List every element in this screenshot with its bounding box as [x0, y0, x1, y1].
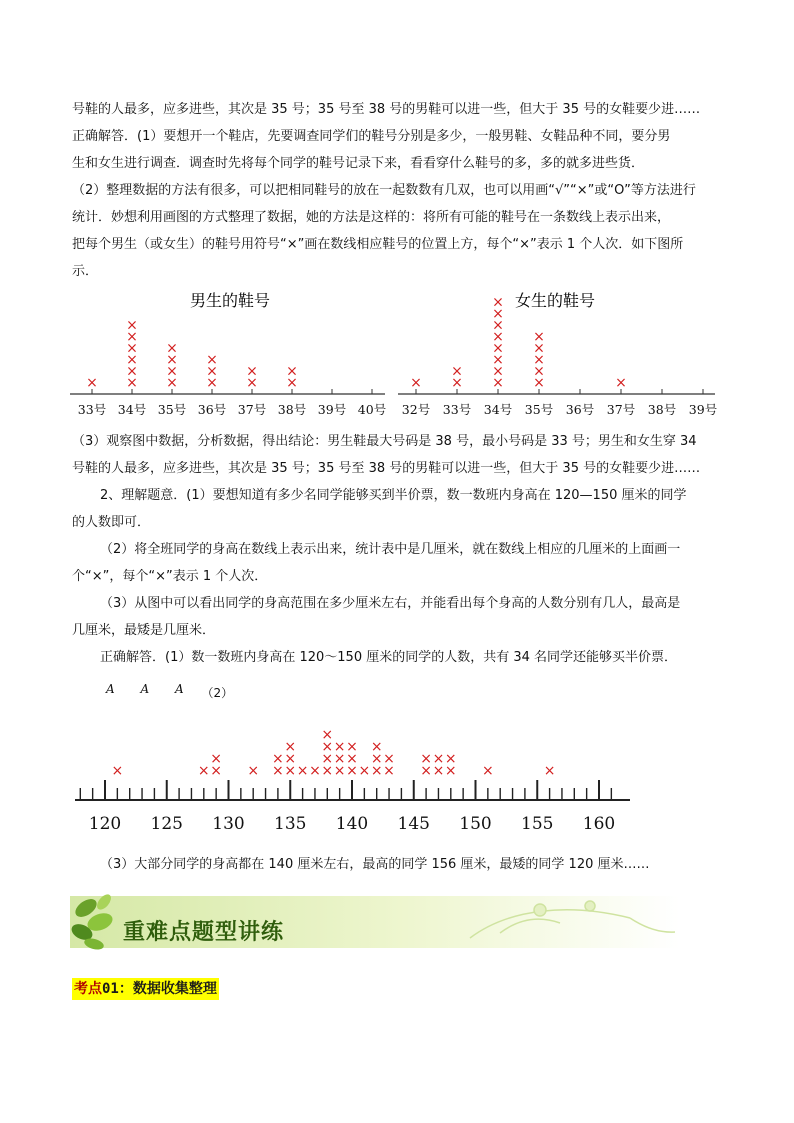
x-mark: × [246, 375, 258, 391]
x-mark: × [126, 329, 138, 345]
boys-tick-label: 40号 [357, 402, 387, 417]
x-mark: × [166, 363, 178, 380]
x-mark: × [432, 751, 445, 767]
boys-tick-label: 37号 [237, 402, 267, 417]
text-line: 2、理解题意．(1）要想知道有多少名同学能够买到半价票，数一数班内身高在 120—150 厘米的同学 [100, 488, 687, 503]
girls-tick-label: 36号 [565, 402, 595, 417]
placeholder-mark: A [106, 682, 115, 696]
text-line: （3）从图中可以看出同学的身高范围在多少厘米左右，并能看出每个身高的人数分别有几人，最高是 [100, 596, 681, 611]
x-mark: × [126, 340, 138, 357]
placeholder-mark: A [175, 682, 184, 696]
x-mark: × [210, 763, 223, 779]
boys-tick-label: 38号 [277, 402, 307, 417]
text-line: （3）大部分同学的身高都在 140 厘米左右，最高的同学 156 厘米，最矮的同学 120 厘米…… [100, 857, 650, 872]
x-mark: × [492, 294, 504, 311]
q2-paragraph [72, 482, 722, 671]
x-mark: × [210, 751, 223, 767]
x-mark: × [492, 363, 504, 380]
text-line: 几厘米，最矮是几厘米． [72, 623, 216, 638]
tick-label: 150 [459, 814, 492, 834]
x-mark: × [492, 329, 504, 345]
x-mark: × [383, 751, 395, 767]
x-mark: × [197, 763, 210, 779]
x-mark: × [321, 751, 334, 767]
x-mark: × [296, 763, 309, 779]
text-line: 号鞋的人最多，应多进些，其次是 35 号；35 号至 38 号的男鞋可以进一些，但大于 35 号的女鞋要少进…… [72, 102, 701, 117]
x-mark: × [247, 763, 260, 779]
x-mark: × [492, 306, 504, 322]
topic-prefix: 考点 [74, 981, 102, 997]
boys-tick-label: 33号 [77, 402, 107, 417]
x-mark: × [272, 751, 284, 767]
x-mark: × [206, 363, 218, 380]
x-mark: × [410, 375, 422, 391]
x-mark: × [492, 375, 504, 391]
boys-chart-title: 男生的鞋号 [189, 291, 271, 310]
text-line: 号鞋的人最多，应多进些，其次是 35 号；35 号至 38 号的男鞋可以进一些，但大于 35 号的女鞋要少进…… [72, 461, 701, 476]
x-mark: × [370, 763, 383, 779]
x-mark: × [451, 375, 463, 391]
boys-tick-label: 35号 [157, 402, 187, 417]
step2-label: （2） [201, 686, 234, 700]
x-mark: × [451, 363, 463, 380]
x-mark: × [321, 727, 334, 743]
girls-tick-label: 34号 [483, 402, 513, 417]
x-mark: × [126, 352, 138, 368]
x-mark: × [166, 352, 178, 368]
x-mark: × [309, 763, 321, 779]
boys-tick-label: 39号 [317, 402, 347, 417]
banner-title: 重难点题型讲练 [123, 920, 285, 945]
x-mark: × [533, 352, 545, 368]
text-line: （3）观察图中数据，分析数据，得出结论：男生鞋最大号码是 38 号，最小号码是 33 号；男生和女生穿 34 [72, 434, 697, 449]
x-mark: × [166, 340, 178, 357]
x-mark: × [533, 329, 545, 345]
x-mark: × [272, 763, 284, 779]
x-mark: × [126, 375, 138, 391]
text-line: 示． [72, 264, 99, 279]
boys-tick-label: 36号 [197, 402, 227, 417]
x-mark: × [481, 763, 494, 779]
x-mark: × [383, 763, 395, 779]
text-line: 正确解答．(1）数一数班内身高在 120～150 厘米的同学的人数，共有 34 名同学还能够买半价票． [100, 650, 678, 665]
girls-tick-label: 37号 [606, 402, 636, 417]
x-mark: × [321, 763, 334, 779]
x-mark: × [370, 751, 383, 767]
x-mark: × [284, 739, 297, 755]
topic-heading [72, 978, 219, 1000]
text-line: （2）整理数据的方法有很多，可以把相同鞋号的放在一起数数有几双，也可以用画“√”“×”或“O”等方法进行 [72, 183, 696, 198]
x-mark: × [284, 763, 297, 779]
x-mark: × [533, 340, 545, 357]
text-line: 统计．妙想利用画图的方式整理了数据，她的方法是这样的：将所有可能的鞋号在一条数线上表示出来， [72, 210, 671, 225]
x-mark: × [492, 352, 504, 368]
x-mark: × [126, 363, 138, 380]
text-line: 个“×”，每个“×”表示 1 个人次． [72, 569, 268, 584]
x-mark: × [246, 363, 258, 380]
shoe-size-charts [70, 282, 730, 432]
x-mark: × [333, 739, 346, 755]
girls-tick-label: 35号 [524, 402, 554, 417]
x-mark: × [206, 352, 218, 368]
tick-label: 160 [582, 814, 616, 834]
girls-tick-label: 32号 [401, 402, 431, 417]
placeholder-mark: A [140, 682, 150, 696]
x-mark: × [358, 763, 371, 779]
x-mark: × [284, 751, 297, 767]
x-mark: × [420, 751, 432, 767]
text-line: （2）将全班同学的身高在数线上表示出来，统计表中是几厘米，就在数线上相应的几厘米的上面画一 [100, 542, 681, 557]
x-mark: × [370, 739, 383, 755]
text-line: 的人数即可． [72, 515, 151, 530]
placeholder-marks [106, 680, 255, 700]
tick-label: 135 [274, 814, 307, 834]
text-line: 把每个男生（或女生）的鞋号用符号“×”画在数线相应鞋号的位置上方，每个“×”表示 1 个人次．如下图所 [72, 237, 684, 252]
x-mark: × [533, 363, 545, 380]
x-mark: × [444, 763, 457, 779]
text-line: 生和女生进行调查．调查时先将每个同学的鞋号记录下来，看看穿什么鞋号的多，多的就多进些货． [72, 156, 645, 171]
x-mark: × [286, 363, 298, 380]
height-dot-plot [70, 710, 640, 840]
x-mark: × [543, 763, 556, 779]
x-mark: × [111, 763, 124, 779]
tick-label: 140 [335, 814, 369, 834]
x-mark: × [166, 375, 178, 391]
intro-paragraph [72, 96, 722, 285]
x-mark: × [432, 763, 445, 779]
x-mark: × [444, 751, 457, 767]
text-line: 正确解答．(1）要想开一个鞋店，先要调查同学们的鞋号分别是多少，一般男鞋、女鞋品种不同，要分男 [72, 129, 671, 144]
tick-label: 125 [150, 814, 183, 834]
tick-label: 145 [397, 814, 430, 834]
girls-chart-title: 女生的鞋号 [514, 291, 596, 310]
girls-tick-label: 33号 [442, 402, 472, 417]
x-mark: × [286, 375, 298, 391]
x-mark: × [492, 317, 504, 334]
conclusion-paragraph [72, 851, 722, 878]
step3-paragraph [72, 428, 722, 482]
x-mark: × [346, 751, 358, 767]
boys-tick-label: 34号 [117, 402, 147, 417]
x-mark: × [420, 763, 432, 779]
x-mark: × [86, 375, 98, 391]
x-mark: × [206, 375, 218, 391]
x-mark: × [126, 317, 138, 334]
tick-label: 120 [88, 814, 122, 834]
x-mark: × [533, 375, 545, 391]
tick-label: 130 [212, 814, 245, 834]
girls-tick-label: 39号 [688, 402, 718, 417]
tick-label: 155 [521, 814, 554, 834]
x-mark: × [615, 375, 627, 391]
x-mark: × [346, 763, 358, 779]
x-mark: × [333, 763, 346, 779]
girls-tick-label: 38号 [647, 402, 677, 417]
x-mark: × [346, 739, 358, 755]
topic-name: 01：数据收集整理 [102, 981, 217, 997]
x-mark: × [492, 340, 504, 357]
x-mark: × [333, 751, 346, 767]
x-mark: × [321, 739, 334, 755]
